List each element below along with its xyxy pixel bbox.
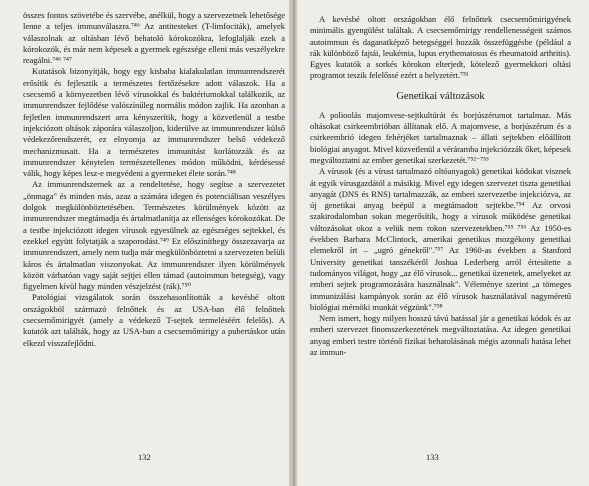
section-heading: Genetikai változások: [396, 90, 485, 102]
paragraph-1: A polioolás majomvese-sejtkultúrát és borjúszérumot tartalmaz. Más oltásokat csirkeembrióban állítanak elő. A majomvese, a borjúszérum és a csirkeembrió idegen fehérjéket tartalmaznak – állati sejtekben előállított biológiai anyagot. Mivel közvetlenül a véráramba injekciózzák őket, képesek megváltoztatni az ember genetikai szerkezetét.⁷⁵²⁻⁷⁵³: [310, 109, 571, 165]
paragraph-2: A vírusok (és a vírust tartalmazó oltóanyagok) genetikai kódokat visznek át egyik vírusgazdától a másikig. Mivel egy idegen szervezet tiszta genetikai anyagát (DNS és RNS) tartalmazzák, az emberi szervezetbe injekciózva, az új genetikai anyag beépül a megtámadott sejtekbe.⁷⁵⁴ Az orvosi szakirodalomban sokan megerősítik, hogy a vírusok működése genetikai változásokat okoz a velük nem rokon szervezetekben.⁷⁵⁵ ⁷⁵⁶ Az 1950-es években Barbara McClintock, amerikai genetikus mozgékony genetikai elemekről írt – „ugró génekről".⁷⁵⁷ Az 1960-as években a Stanford University genetikai tanszékéről Joshua Lederberg arról értesítette a tudományos világot, hogy „az élő vírusok... genetikai üzenetek, amelyeket az emberi sejtek programozására használnak". Véleménye szerint „a tömeges immunizálási kampányok során az élő vírusok használatával nagyméretű biológiai mérnöki munkát végzünk".⁷⁵⁸: [310, 166, 571, 312]
right-page: [298, 0, 589, 486]
paragraph-3: Nem ismert, hogy milyen hosszú távú hatással jár a genetikai kódok és az emberi szervezet finomszerkezetének megváltoztatása. Az idegen genetikai anyag emberi testre történő fizikai behatolásának mégis azonnali hatása lehet az immun-: [310, 313, 571, 358]
paragraph-2: Kutatások bizonyítják, hogy egy kisbaba kialakulatlan immunrendszerét erősítik és fejlesztik a természetes fertőzésekre adott válaszok. Ha a csecsemő a környezetben lévő vírusokkal és baktériumokkal találkozik, az immunrendszer fejlődése valószínűleg normális módon zajlik. Ha azonban a fejletlen immunrendszert arra kényszerítik, hogy a közvetlenül a testbe injekciózott oltások záporára válaszoljon, kiderülve az immunrendszer külső védekezőrendszerét, ez elnyomja az immunrendszer belső védekező mechanizmusait. Ha a természetes immunitást korlátozzák és az immunrendszer kénytelen természetellenes módon működni, kérdésessé válik, hogy képes lesz-e megvédeni a gyermeket élete során.⁷⁴⁸: [23, 66, 285, 179]
paragraph-1: összes fontos szövetébe és szervébe, anélkül, hogy a szervezetnek lehetősége lenne a teljes immunválaszra.⁷⁴⁶ Az antitesteket (T-limfociták), amelyek válaszolnak az oltásban lévő behatoló kórokozókra, lefoglalják ezek a kórokozók, és már nem képesek a gyermek egészsége elleni más veszélyekre reagálni.⁷⁴⁶ ⁷⁴⁷: [23, 10, 285, 66]
page-number: 133: [426, 452, 439, 462]
page-number: 132: [138, 452, 151, 462]
left-page: [0, 0, 291, 486]
book-gutter: [291, 0, 298, 486]
paragraph-4: Patológiai vizsgálatok során összehasonlították a kevésbé oltott országokból származó felnőttek és az USA-ban élő felnőttek csecsemőmirigyét (amely a védekező T-sejtek termeléséért felelős). A kutatók azt találták, hogy az USA-ban a csecsemőmirigy a pubertáskor után elkezd visszafejlődni.: [23, 292, 285, 348]
intro-paragraph: A kevésbé oltott országokban élő felnőttek csecsemőmirigyének minimális gyengülést találtak. A csecsemőmirigy rendellenességeit számos autoimmun és daganatképző betegséggel hozzák összefüggésbe (például a rák különböző fajtái, leukémia, lupus erythematosus és rheumatoid arthritis). Egyes kutatók a sorkés kórokon elterjedt, kötelező gyermekkori oltási programot teszik felelőssé ezért a helyzetért.⁷⁵¹: [310, 14, 571, 81]
paragraph-3: Az immunrendszernek az a rendeltetése, hogy segítse a szervezetet „önmaga" és minden más, azaz a számára idegen és potenciálisan veszélyes dolgok megkülönböztetésében. Természetes körülmények között az immunrendszer megtámadja és ártalmatlanítja az ellenséges kórokozókat. De a testbe injekciózott idegen vírusok egyesülnek az egészséges sejtekkel, és ezekkel együtt folytatják a szaporodást.⁷⁴⁹ Ez elősziníthegy összezavarja az immunrendszert, amely nem tudja már megkülönböztetni a szervezeten belüli káros és ártalmatlan viszonyokat. Az immunrendszer ilyen körülmények között várhatóan vagy saját sejtjei ellen támad (autoimmun betegség), vagy figyelmen kívül hagy minden vészjelzést (rák).⁷⁵⁰: [23, 179, 285, 292]
